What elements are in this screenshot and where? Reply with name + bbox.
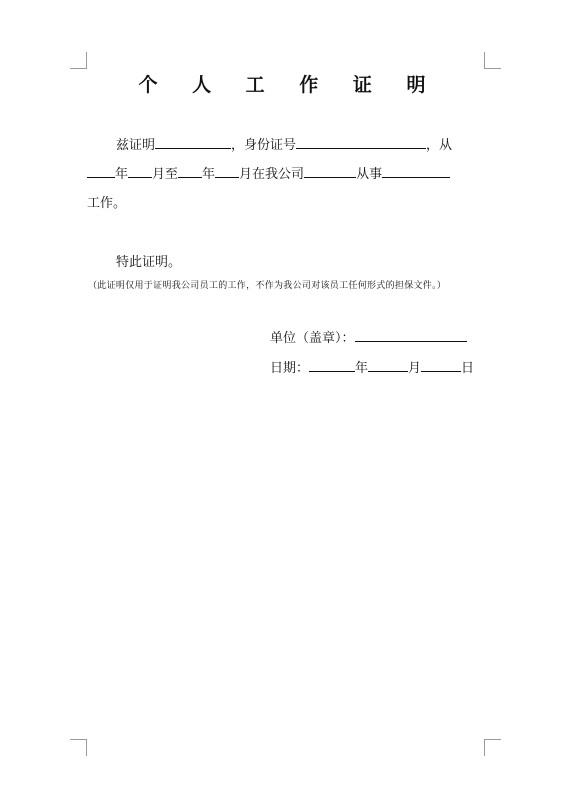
date-year-label: 年: [355, 361, 369, 376]
date-line: [270, 358, 474, 378]
start-month-blank[interactable]: [128, 164, 152, 178]
company-blank[interactable]: [304, 164, 356, 178]
certify-statement: 特此证明。: [116, 255, 182, 270]
crop-mark-top-right: [484, 52, 501, 69]
unit-stamp-line: [270, 328, 467, 348]
end-year-blank[interactable]: [178, 164, 202, 178]
engaged-label: 从事: [356, 167, 383, 182]
date-month-label: 月: [408, 361, 422, 376]
crop-mark-bottom-left: [70, 739, 87, 756]
month-at-label: 月在我公司: [239, 167, 305, 182]
end-month-blank[interactable]: [215, 164, 239, 178]
id-label: ，身份证号: [231, 138, 297, 153]
certify-prefix: 兹证明: [116, 138, 156, 153]
month-to-label: 月至: [152, 167, 179, 182]
body-line-3: 工作。: [87, 196, 127, 211]
date-year-blank[interactable]: [309, 358, 355, 372]
unit-stamp-blank[interactable]: [355, 328, 467, 342]
unit-label: 单位（盖章）：: [270, 331, 355, 346]
id-number-blank[interactable]: [296, 135, 426, 149]
date-day-blank[interactable]: [421, 358, 461, 372]
start-year-blank[interactable]: [87, 164, 115, 178]
body-line-1: [116, 135, 452, 155]
document-title: 个 人 工 作 证 明: [138, 74, 440, 96]
year-label: 年: [115, 167, 129, 182]
name-blank[interactable]: [155, 135, 231, 149]
date-month-blank[interactable]: [368, 358, 408, 372]
date-label: 日期：: [270, 361, 310, 376]
crop-mark-bottom-right: [484, 739, 501, 756]
disclaimer-note: （此证明仅用于证明我公司员工的工作，不作为我公司对该员工任何形式的担保文件。）: [88, 281, 447, 291]
from-label: ，从: [426, 138, 453, 153]
position-blank[interactable]: [382, 164, 450, 178]
body-line-2: [87, 164, 450, 184]
year2-label: 年: [202, 167, 216, 182]
date-day-label: 日: [461, 361, 475, 376]
crop-mark-top-left: [70, 52, 87, 69]
